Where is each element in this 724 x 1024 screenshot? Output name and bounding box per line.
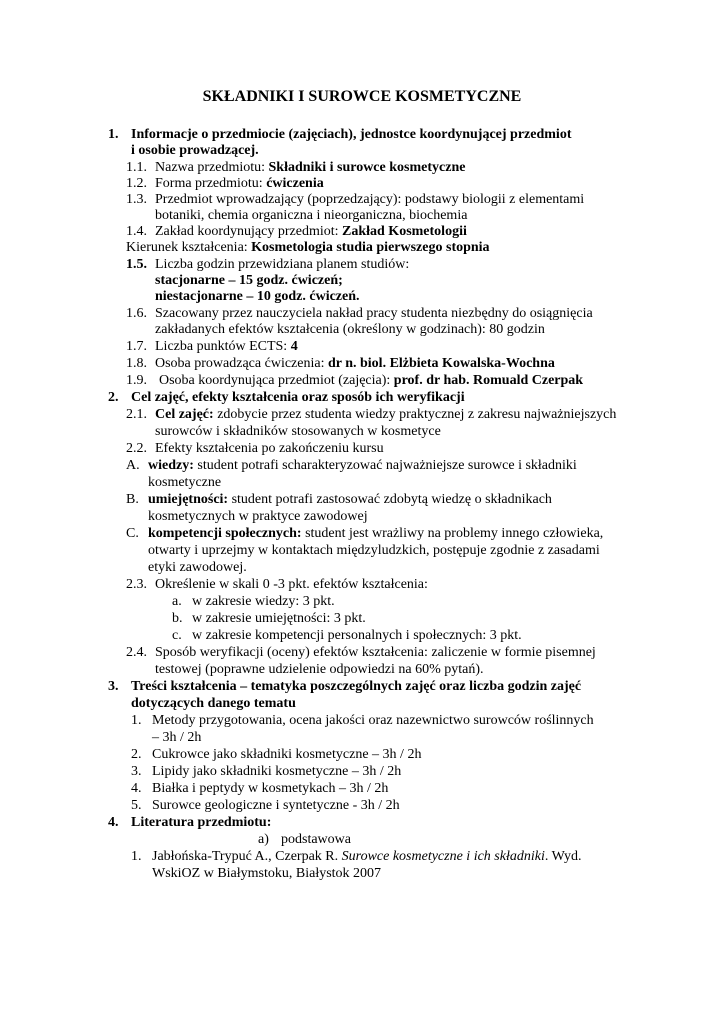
item-c-number: C. [126, 526, 139, 541]
item-1-2-number: 1.2. [126, 176, 147, 191]
outcome-skills-cont: kosmetycznych w praktyce zawodowej [148, 509, 368, 524]
outcome-social-cont: otwarty i uprzejmy w kontaktach międzyludzkich, postępuje zgodnie z zasadami [148, 543, 600, 558]
outcome-skills: umiejętności: student potrafi zastosować zdobytą wiedzę o składnikach [148, 492, 552, 507]
topic-4: Białka i peptydy w kosmetykach – 3h / 2h [152, 781, 389, 796]
page-title: SKŁADNIKI I SUROWCE KOSMETYCZNE [202, 88, 522, 105]
item-1-8: Osoba prowadząca ćwiczenia: dr n. biol. Elżbieta Kowalska-Wochna [155, 356, 555, 371]
section-2-number: 2. [108, 390, 119, 405]
topic-2-number: 2. [131, 747, 142, 762]
item-1-1-number: 1.1. [126, 160, 147, 175]
item-1-4-number: 1.4. [126, 224, 147, 239]
item-2-4: Sposób weryfikacji (oceny) efektów kształcenia: zaliczenie w formie pisemnej [155, 645, 596, 660]
hours-part-time: niestacjonarne – 10 godz. ćwiczeń. [155, 289, 360, 304]
item-2-4-cont: testowej (poprawne udzielenie odpowiedzi na 60% pytań). [155, 662, 484, 677]
item-1-7: Liczba punktów ECTS: 4 [155, 339, 298, 354]
topic-1: Metody przygotowania, ocena jakości oraz nazewnictwo surowców roślinnych [152, 713, 594, 728]
item-1-3-cont: botaniki, chemia organiczna i nieorganiczna, biochemia [155, 208, 468, 223]
item-2-2-number: 2.2. [126, 441, 147, 456]
item-1-3: Przedmiot wprowadzający (poprzedzający): podstawy biologii z elementami [155, 192, 585, 207]
outcome-social: kompetencji społecznych: student jest wrażliwy na problemy innego człowieka, [148, 526, 604, 541]
outcome-knowledge: wiedzy: student potrafi scharakteryzować najważniejsze surowce i składniki [148, 458, 577, 473]
item-1-9-number: 1.9. [126, 373, 147, 388]
literature-sub-number: a) [258, 832, 269, 847]
section-3-number: 3. [108, 679, 119, 694]
item-2-2: Efekty kształcenia po zakończeniu kursu [155, 441, 384, 456]
item-2-1-number: 2.1. [126, 407, 147, 422]
outcome-knowledge-cont: kosmetyczne [148, 475, 222, 490]
scale-c-number: c. [172, 628, 182, 643]
item-1-7-number: 1.7. [126, 339, 147, 354]
section-1-heading-cont: i osobie prowadzącej. [131, 143, 259, 158]
section-3-heading-cont: dotyczących danego tematu [131, 696, 296, 711]
topic-5-number: 5. [131, 798, 142, 813]
reference-1-cont: WskiOZ w Białymstoku, Białystok 2007 [152, 866, 382, 881]
item-1-8-number: 1.8. [126, 356, 147, 371]
scale-a: w zakresie wiedzy: 3 pkt. [192, 594, 335, 609]
item-1-2: Forma przedmiotu: ćwiczenia [155, 176, 324, 191]
item-2-3-number: 2.3. [126, 577, 147, 592]
topic-3: Lipidy jako składniki kosmetyczne – 3h / 2h [152, 764, 402, 779]
outcome-social-cont-2: etyki zawodowej. [148, 560, 247, 575]
item-1-1: Nazwa przedmiotu: Składniki i surowce kosmetyczne [155, 160, 466, 175]
field-of-study: Kierunek kształcenia: Kosmetologia studia pierwszego stopnia [126, 240, 490, 255]
item-2-1: Cel zajęć: zdobycie przez studenta wiedzy praktycznej z zakresu najważniejszych [155, 407, 617, 422]
scale-c: w zakresie kompetencji personalnych i społecznych: 3 pkt. [192, 628, 522, 643]
literature-sub: podstawowa [281, 832, 351, 847]
section-1-number: 1. [108, 127, 119, 142]
scale-b: w zakresie umiejętności: 3 pkt. [192, 611, 366, 626]
topic-3-number: 3. [131, 764, 142, 779]
section-3-heading: Treści kształcenia – tematyka poszczególnych zajęć oraz liczba godzin zajęć [131, 679, 582, 694]
section-2-heading: Cel zajęć, efekty kształcenia oraz sposób ich weryfikacji [131, 390, 465, 405]
item-1-6: Szacowany przez nauczyciela nakład pracy studenta niezbędny do osiągnięcia [155, 306, 593, 321]
section-1-heading: Informacje o przedmiocie (zajęciach), jednostce koordynującej przedmiot [131, 127, 572, 142]
item-1-6-cont: zakładanych efektów kształcenia (określony w godzinach): 80 godzin [155, 322, 545, 337]
hours-full-time: stacjonarne – 15 godz. ćwiczeń; [155, 273, 343, 288]
item-2-1-cont: surowców i składników stosowanych w kosmetyce [155, 424, 441, 439]
section-4-number: 4. [108, 815, 119, 830]
item-1-5: Liczba godzin przewidziana planem studiów: [155, 257, 410, 272]
section-4-heading: Literatura przedmiotu: [131, 815, 272, 830]
item-1-5-number: 1.5. [126, 257, 147, 272]
item-1-6-number: 1.6. [126, 306, 147, 321]
item-2-3: Określenie w skali 0 -3 pkt. efektów kształcenia: [155, 577, 428, 592]
topic-1-cont: – 3h / 2h [152, 730, 202, 745]
item-1-3-number: 1.3. [126, 192, 147, 207]
topic-4-number: 4. [131, 781, 142, 796]
reference-1: Jabłońska-Trypuć A., Czerpak R. Surowce kosmetyczne i ich składniki. Wyd. [152, 849, 582, 864]
item-1-9: Osoba koordynująca przedmiot (zajęcia): prof. dr hab. Romuald Czerpak [159, 373, 584, 388]
item-1-4: Zakład koordynujący przedmiot: Zakład Kosmetologii [155, 224, 467, 239]
reference-1-number: 1. [131, 849, 142, 864]
topic-1-number: 1. [131, 713, 142, 728]
topic-2: Cukrowce jako składniki kosmetyczne – 3h / 2h [152, 747, 422, 762]
item-b-number: B. [126, 492, 139, 507]
scale-a-number: a. [172, 594, 182, 609]
item-a-number: A. [126, 458, 140, 473]
topic-5: Surowce geologiczne i syntetyczne - 3h / 2h [152, 798, 400, 813]
item-2-4-number: 2.4. [126, 645, 147, 660]
scale-b-number: b. [172, 611, 183, 626]
